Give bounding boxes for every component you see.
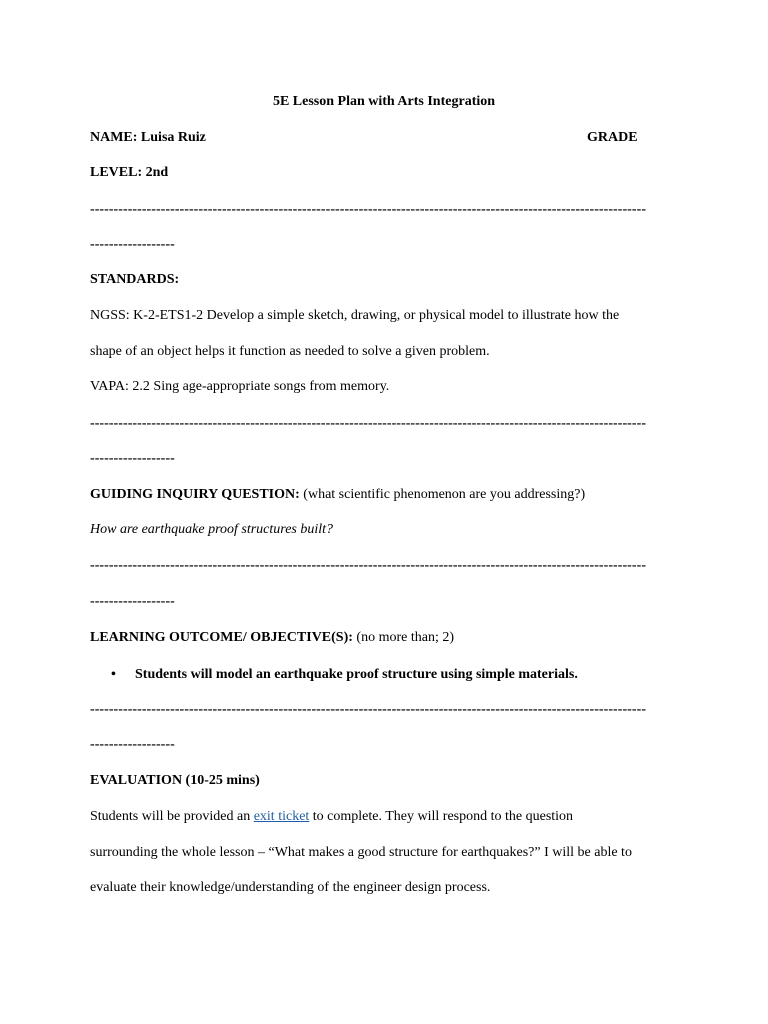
divider-line-continued: ------------------	[90, 594, 175, 609]
outcome-line	[90, 629, 454, 647]
inquiry-note: (what scientific phenomenon are you addressing?)	[299, 487, 586, 502]
standards-heading: STANDARDS:	[90, 272, 180, 287]
grade-label: GRADE	[587, 130, 638, 145]
divider-line: ----------------------------------------------------------------------------------------------------------------------	[90, 558, 647, 573]
ngss-standard-line-1: NGSS: K-2-ETS1-2 Develop a simple sketch, drawing, or physical model to illustrate how the	[90, 308, 620, 323]
name-line: NAME: Luisa Ruiz	[90, 130, 206, 145]
evaluation-heading: EVALUATION (10-25 mins)	[90, 773, 260, 788]
divider-line: ----------------------------------------------------------------------------------------------------------------------	[90, 416, 647, 431]
ngss-standard-line-2: shape of an object helps it function as needed to solve a given problem.	[90, 344, 490, 359]
evaluation-text-pre: Students will be provided an	[90, 809, 254, 824]
inquiry-heading: GUIDING INQUIRY QUESTION:	[90, 487, 300, 502]
outcome-heading: LEARNING OUTCOME/ OBJECTIVE(S):	[90, 630, 353, 645]
divider-line: ----------------------------------------------------------------------------------------------------------------------	[90, 702, 647, 717]
outcome-note: (no more than; 2)	[352, 630, 455, 645]
divider-line-continued: ------------------	[90, 737, 175, 752]
divider-line: ----------------------------------------------------------------------------------------------------------------------	[90, 202, 647, 217]
outcome-bullet-text: Students will model an earthquake proof structure using simple materials.	[135, 667, 578, 682]
vapa-standard: VAPA: 2.2 Sing age-appropriate songs from memory.	[90, 379, 390, 394]
inquiry-question-line	[90, 486, 585, 504]
divider-line-continued: ------------------	[90, 237, 175, 252]
inquiry-question: How are earthquake proof structures built?	[90, 522, 334, 537]
exit-ticket-link[interactable]: exit ticket	[253, 809, 310, 824]
evaluation-text-post: to complete. They will respond to the question	[309, 809, 574, 824]
bullet-icon: •	[111, 667, 116, 682]
evaluation-line-3: evaluate their knowledge/understanding of the engineer design process.	[90, 880, 491, 895]
evaluation-line-2: surrounding the whole lesson – “What makes a good structure for earthquakes?” I will be able to	[90, 845, 632, 860]
evaluation-line-1	[90, 808, 573, 826]
document-title: 5E Lesson Plan with Arts Integration	[272, 94, 496, 109]
level-line: LEVEL: 2nd	[90, 165, 169, 180]
divider-line-continued: ------------------	[90, 451, 175, 466]
outcome-bullet-item	[111, 666, 578, 684]
